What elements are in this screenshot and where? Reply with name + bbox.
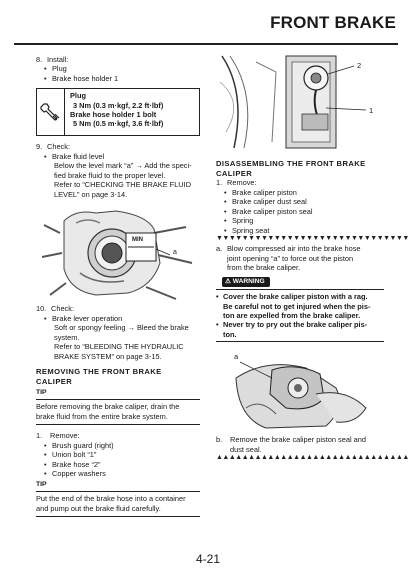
piston-removal-photo bbox=[216, 348, 384, 432]
list-item: • Spring seat bbox=[216, 226, 384, 235]
warning-triangle-icon: ⚠ bbox=[225, 277, 231, 285]
callout-a: a bbox=[234, 352, 239, 362]
torque-spec-box bbox=[36, 88, 200, 136]
list-item: • Brake fluid level bbox=[36, 152, 200, 161]
list-item: • Brake caliper dust seal bbox=[216, 197, 384, 206]
tip-label: TIP bbox=[36, 389, 200, 400]
page-title: FRONT BRAKE bbox=[270, 13, 396, 32]
section-heading-removing: REMOVING THE FRONT BRAKE CALIPER bbox=[36, 367, 162, 386]
list-item: • Brake lever operation bbox=[36, 314, 200, 323]
list-item: • Brush guard (right) bbox=[36, 441, 200, 450]
left-column bbox=[36, 55, 200, 517]
section-heading-disassembling: DISASSEMBLING THE FRONT BRAKE CALIPER bbox=[216, 159, 366, 178]
warning-item: • Never try to pry out the brake caliper pis- ton. bbox=[216, 320, 384, 339]
brake-reservoir-image bbox=[36, 203, 200, 301]
callout-1: 1 bbox=[369, 106, 374, 115]
list-item: • Spring bbox=[216, 216, 384, 225]
step-9-text: Below the level mark “a” → Add the speci- fied brake fluid to the proper level. Refer to “CHECKING THE BRAKE FLUID LEVEL” on page 3-14. bbox=[54, 161, 192, 199]
page-number: 4-21 bbox=[195, 552, 221, 566]
torque-values: Plug 3 Nm (0.3 m·kgf, 2.2 ft·lbf) Brake hose holder 1 bolt 5 Nm (0.5 m·kgf, 3.6 ft·lbf) bbox=[70, 91, 164, 129]
brake-caliper-photo bbox=[216, 52, 384, 150]
step-1-remove: 1. Remove: bbox=[216, 178, 257, 188]
callout-2: 2 bbox=[357, 61, 362, 70]
tip-text: Before removing the brake caliper, drain the brake fluid from the entire brake system. bbox=[36, 400, 200, 425]
header-rule bbox=[14, 43, 398, 45]
warning-items bbox=[216, 289, 384, 342]
step-1-remove: 1. Remove: bbox=[36, 431, 80, 441]
list-item: • Brake hose “2” bbox=[36, 460, 200, 469]
warning-label: ⚠ WARNING bbox=[222, 277, 270, 287]
list-item: • Union bolt “1” bbox=[36, 450, 200, 459]
step-b: b. Remove the brake caliper piston seal and dust seal. bbox=[216, 435, 366, 454]
min-label: MIN bbox=[132, 237, 143, 244]
list-item: • Brake caliper piston seal bbox=[216, 207, 384, 216]
right-column bbox=[216, 52, 409, 463]
wrench-icon bbox=[37, 89, 65, 135]
step-8: 8. Install: bbox=[36, 55, 69, 64]
list-item: • Brake caliper piston bbox=[216, 188, 384, 197]
list-item: • Copper washers bbox=[36, 469, 200, 478]
step-a: a. Blow compressed air into the brake hose joint opening “a” to force out the piston from the brake caliper. bbox=[216, 244, 361, 273]
warning-item: • Cover the brake caliper piston with a rag. Be careful not to get injured when the pis- ton are expelled from the brake caliper. bbox=[216, 292, 384, 320]
step-10-text: Soft or spongy feeling → Bleed the brake system. Refer to “BLEEDING THE HYDRAULIC BRAKE SYSTEM” on page 3-15. bbox=[54, 323, 189, 361]
procedure-start-marker: ▼▼▼▼▼▼▼▼▼▼▼▼▼▼▼▼▼▼▼▼▼▼▼▼▼▼▼▼▼▼ bbox=[216, 235, 409, 243]
tip-label: TIP bbox=[36, 481, 200, 492]
tip-text: Put the end of the brake hose into a container and pump out the brake fluid carefully. bbox=[36, 492, 200, 517]
step-10: 10. Check: bbox=[36, 304, 75, 314]
list-item: • Plug bbox=[36, 64, 200, 73]
list-item: • Brake hose holder 1 bbox=[36, 74, 200, 83]
callout-a: a bbox=[173, 249, 177, 257]
warning-badge bbox=[216, 275, 384, 289]
procedure-end-marker: ▲▲▲▲▲▲▲▲▲▲▲▲▲▲▲▲▲▲▲▲▲▲▲▲▲▲▲▲▲▲ bbox=[216, 454, 409, 462]
step-9: 9. Check: bbox=[36, 142, 71, 152]
